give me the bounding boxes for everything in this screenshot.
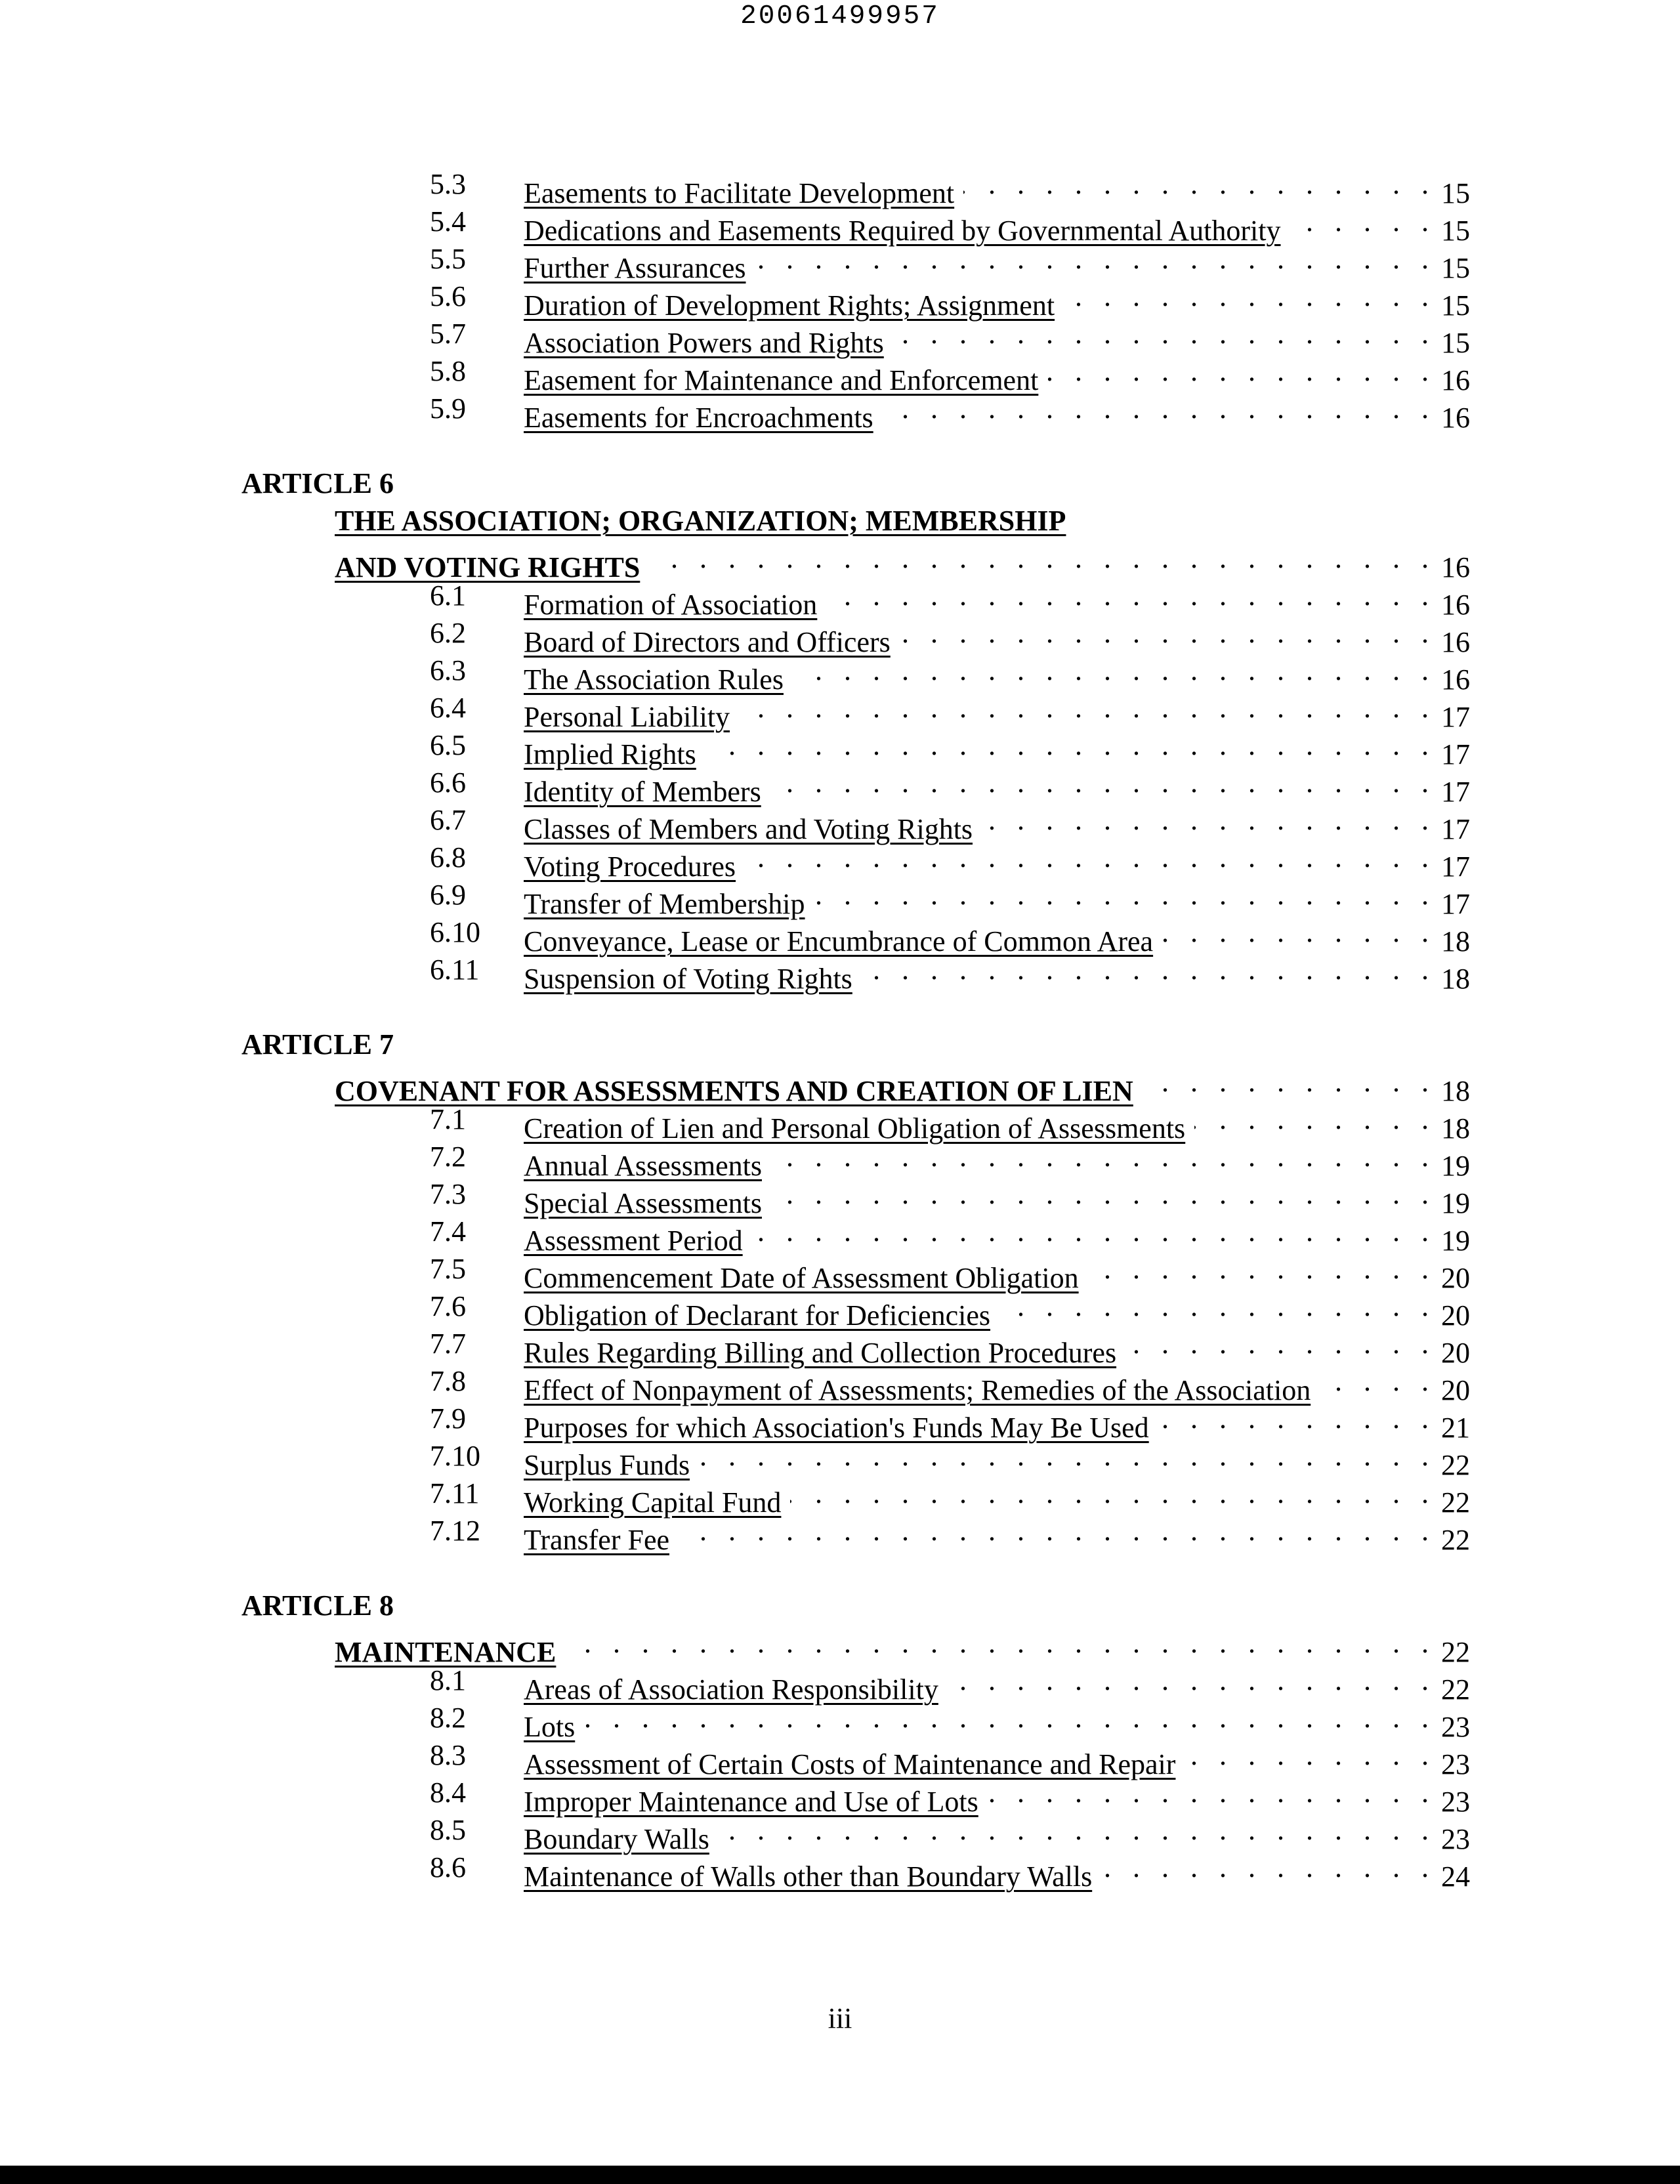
dot-leader (719, 1811, 1436, 1849)
section-number: 7.5 (430, 1253, 466, 1285)
page-ref: 22 (1441, 1486, 1470, 1519)
dot-leader (1064, 278, 1436, 315)
toc-entry (0, 1138, 1470, 1182)
section-title: Easement for Maintenance and Enforcement (524, 364, 1039, 396)
dot-leader (699, 1437, 1436, 1475)
toc-entry (0, 1475, 1470, 1519)
toc-entry (0, 726, 1470, 770)
section-title: Further Assurances (524, 252, 746, 284)
toc-entry (0, 203, 1470, 247)
dot-leader (770, 764, 1436, 801)
section-number: 5.6 (430, 280, 466, 312)
dot-leader (1320, 1362, 1436, 1400)
toc-entry (0, 352, 1470, 396)
page-ref: 16 (1441, 589, 1470, 621)
page-ref: 22 (1441, 1524, 1470, 1556)
article-label: ARTICLE 6 (242, 467, 394, 499)
section-number: 7.3 (430, 1178, 466, 1210)
section-number: 7.2 (430, 1141, 466, 1173)
page-ref: 17 (1441, 701, 1470, 733)
toc-entry (0, 1849, 1470, 1893)
toc-entry (0, 876, 1470, 920)
page-ref: 17 (1441, 888, 1470, 920)
toc-entry (0, 914, 1470, 957)
toc-entry (0, 614, 1470, 658)
section-number: 7.7 (430, 1328, 466, 1360)
page-ref: 15 (1441, 327, 1470, 359)
section-number: 5.4 (430, 205, 466, 238)
section-title: Improper Maintenance and Use of Lots (524, 1786, 978, 1818)
section-title: Dedications and Easements Required by Governmental Authority (524, 215, 1281, 247)
dot-leader (1101, 1849, 1436, 1886)
toc-entry (0, 1213, 1470, 1257)
page-ref: 19 (1441, 1150, 1470, 1182)
dot-leader (1290, 203, 1437, 240)
section-title: Lots (524, 1711, 576, 1743)
page-ref: 23 (1441, 1786, 1470, 1818)
page-ref: 17 (1441, 813, 1470, 845)
section-number: 6.5 (430, 729, 466, 761)
section-title: Transfer of Membership (524, 888, 805, 920)
toc-entry (0, 839, 1470, 883)
dot-leader (679, 1512, 1436, 1549)
page-ref: 18 (1441, 925, 1470, 957)
section-title: Association Powers and Rights (524, 327, 884, 359)
dot-leader (752, 1213, 1436, 1250)
section-number: 7.6 (430, 1290, 466, 1322)
page-ref: 18 (1441, 1112, 1470, 1144)
toc-entry (0, 240, 1470, 284)
page-ref: 20 (1441, 1337, 1470, 1369)
article-heading: MAINTENANCE (335, 1636, 556, 1668)
dot-leader (883, 390, 1436, 427)
section-number: 7.4 (430, 1215, 466, 1248)
toc-entry (0, 1774, 1470, 1818)
dot-leader (900, 614, 1436, 652)
page-ref: 16 (1441, 626, 1470, 658)
toc-entry (0, 1101, 1470, 1144)
section-number: 8.4 (430, 1776, 466, 1809)
scan-border (0, 2166, 1680, 2184)
section-number: 5.3 (430, 168, 466, 200)
section-number: 7.12 (430, 1515, 480, 1547)
toc-entry (0, 764, 1470, 808)
page-ref: 19 (1441, 1187, 1470, 1219)
dot-leader (999, 1288, 1436, 1325)
section-title: Maintenance of Walls other than Boundary Walls (524, 1860, 1093, 1893)
toc-entry (0, 1400, 1470, 1444)
section-number: 8.2 (430, 1702, 466, 1734)
section-title: Formation of Association (524, 589, 818, 621)
dot-leader (1185, 1736, 1436, 1774)
dot-leader (739, 689, 1436, 726)
page-ref: 19 (1441, 1225, 1470, 1257)
page-number: iii (828, 2002, 852, 2034)
dot-leader (1158, 1400, 1436, 1437)
toc-entry (0, 689, 1470, 733)
dot-leader (1088, 1250, 1436, 1288)
page-ref: 18 (1441, 1075, 1470, 1107)
article-label: ARTICLE 7 (242, 1028, 394, 1060)
toc-entry (0, 1250, 1470, 1294)
dot-leader (771, 1175, 1436, 1213)
section-title: Obligation of Declarant for Deficiencies (524, 1299, 991, 1332)
section-number: 5.5 (430, 243, 466, 275)
section-title: Duration of Development Rights; Assignment (524, 289, 1055, 322)
page-ref: 23 (1441, 1748, 1470, 1780)
section-title: Suspension of Voting Rights (524, 963, 852, 995)
section-title: Commencement Date of Assessment Obligation (524, 1262, 1079, 1294)
toc-entry (0, 1437, 1470, 1481)
page-ref: 16 (1441, 402, 1470, 434)
toc-entry (0, 1699, 1470, 1743)
dot-leader (584, 1699, 1436, 1736)
article-heading-entry (0, 1063, 1470, 1107)
page-ref: 18 (1441, 963, 1470, 995)
section-title: Purposes for which Association's Funds May Be Used (524, 1412, 1149, 1444)
section-number: 7.10 (430, 1440, 480, 1472)
dot-leader (862, 951, 1436, 988)
section-title: Conveyance, Lease or Encumbrance of Common Area (524, 925, 1154, 957)
section-number: 6.8 (430, 841, 466, 873)
section-number: 7.8 (430, 1365, 466, 1397)
section-number: 8.3 (430, 1739, 466, 1771)
section-title: Easements for Encroachments (524, 402, 873, 434)
toc-entry (0, 278, 1470, 322)
section-title: Personal Liability (524, 701, 730, 733)
section-number: 6.11 (430, 954, 480, 986)
page-ref: 24 (1441, 1860, 1470, 1893)
dot-leader (814, 876, 1436, 914)
section-number: 5.7 (430, 318, 466, 350)
toc-entry (0, 1736, 1470, 1780)
section-title: Effect of Nonpayment of Assessments; Remedies of the Association (524, 1374, 1311, 1406)
dot-leader (963, 165, 1436, 203)
article-heading: AND VOTING RIGHTS (335, 551, 640, 583)
section-number: 8.6 (430, 1851, 466, 1883)
dot-leader (1125, 1325, 1436, 1362)
article-heading: THE ASSOCIATION; ORGANIZATION; MEMBERSHIP (335, 505, 1066, 537)
dot-leader (790, 1475, 1436, 1512)
section-number: 7.9 (430, 1402, 466, 1435)
toc-entry (0, 951, 1470, 995)
toc-entry (0, 577, 1470, 621)
page-ref: 20 (1441, 1374, 1470, 1406)
section-title: Board of Directors and Officers (524, 626, 891, 658)
toc-entry (0, 1662, 1470, 1706)
dot-leader (988, 1774, 1436, 1811)
article-heading-entry (0, 1624, 1470, 1668)
section-title: Rules Regarding Billing and Collection Procedures (524, 1337, 1117, 1369)
section-number: 7.1 (430, 1103, 466, 1135)
toc-entry (0, 1325, 1470, 1369)
section-title: Special Assessments (524, 1187, 762, 1219)
section-number: 6.10 (430, 916, 480, 948)
page-ref: 23 (1441, 1711, 1470, 1743)
dot-leader (705, 726, 1436, 764)
section-title: Easements to Facilitate Development (524, 177, 955, 209)
document-number: 20061499957 (740, 1, 940, 32)
page-ref: 23 (1441, 1823, 1470, 1855)
section-title: Implied Rights (524, 738, 696, 770)
page-ref: 16 (1441, 364, 1470, 396)
dot-leader (893, 315, 1436, 352)
toc-entry (0, 1362, 1470, 1406)
page-ref: 15 (1441, 177, 1470, 209)
page-ref: 22 (1441, 1449, 1470, 1481)
page-ref: 21 (1441, 1412, 1470, 1444)
dot-leader (1047, 352, 1436, 390)
toc-entry (0, 1288, 1470, 1332)
page-ref: 22 (1441, 1673, 1470, 1706)
dot-leader (948, 1662, 1436, 1699)
section-number: 6.4 (430, 692, 466, 724)
dot-leader (755, 240, 1437, 278)
page-ref: 17 (1441, 850, 1470, 883)
dot-leader (793, 652, 1436, 689)
article-heading-entry (0, 539, 1470, 583)
dot-leader (745, 839, 1436, 876)
section-title: Working Capital Fund (524, 1486, 782, 1519)
article-heading: COVENANT FOR ASSESSMENTS AND CREATION OF LIEN (335, 1075, 1133, 1107)
section-title: Identity of Members (524, 776, 761, 808)
toc-entry (0, 165, 1470, 209)
page-ref: 16 (1441, 663, 1470, 696)
page-ref: 15 (1441, 289, 1470, 322)
section-number: 7.11 (430, 1477, 480, 1509)
section-title: Assessment Period (524, 1225, 743, 1257)
article-label: ARTICLE 8 (242, 1589, 394, 1622)
section-number: 6.1 (430, 579, 466, 612)
section-number: 6.2 (430, 617, 466, 649)
section-title: Annual Assessments (524, 1150, 762, 1182)
section-title: Boundary Walls (524, 1823, 709, 1855)
toc-entry (0, 390, 1470, 434)
toc-entry (0, 801, 1470, 845)
toc-entry (0, 1175, 1470, 1219)
toc-entry (0, 1811, 1470, 1855)
dot-leader (1194, 1101, 1436, 1138)
toc-entry (0, 652, 1470, 696)
dot-leader (1162, 914, 1436, 951)
page-ref: 15 (1441, 215, 1470, 247)
section-title: Areas of Association Responsibility (524, 1673, 938, 1706)
section-title: Assessment of Certain Costs of Maintenance and Repair (524, 1748, 1176, 1780)
page-ref: 16 (1441, 551, 1470, 583)
section-number: 5.8 (430, 355, 466, 387)
section-title: Classes of Members and Voting Rights (524, 813, 973, 845)
section-title: Surplus Funds (524, 1449, 690, 1481)
section-number: 6.3 (430, 654, 466, 686)
section-number: 8.5 (430, 1814, 466, 1846)
dot-leader (1143, 1063, 1436, 1101)
page-ref: 22 (1441, 1636, 1470, 1668)
section-title: Transfer Fee (524, 1524, 669, 1556)
section-number: 6.7 (430, 804, 466, 836)
dot-leader (565, 1624, 1436, 1662)
section-number: 6.9 (430, 879, 466, 911)
dot-leader (649, 539, 1436, 577)
section-title: The Association Rules (524, 663, 784, 696)
page-ref: 20 (1441, 1262, 1470, 1294)
page-ref: 15 (1441, 252, 1470, 284)
toc-entry (0, 1512, 1470, 1556)
dot-leader (771, 1138, 1436, 1175)
dot-leader (826, 577, 1436, 614)
page-ref: 17 (1441, 738, 1470, 770)
section-number: 8.1 (430, 1664, 466, 1696)
section-number: 5.9 (430, 392, 466, 425)
dot-leader (982, 801, 1436, 839)
page-ref: 20 (1441, 1299, 1470, 1332)
page-ref: 17 (1441, 776, 1470, 808)
section-title: Voting Procedures (524, 850, 736, 883)
section-number: 6.6 (430, 766, 466, 799)
section-title: Creation of Lien and Personal Obligation of Assessments (524, 1112, 1186, 1144)
toc-entry (0, 315, 1470, 359)
